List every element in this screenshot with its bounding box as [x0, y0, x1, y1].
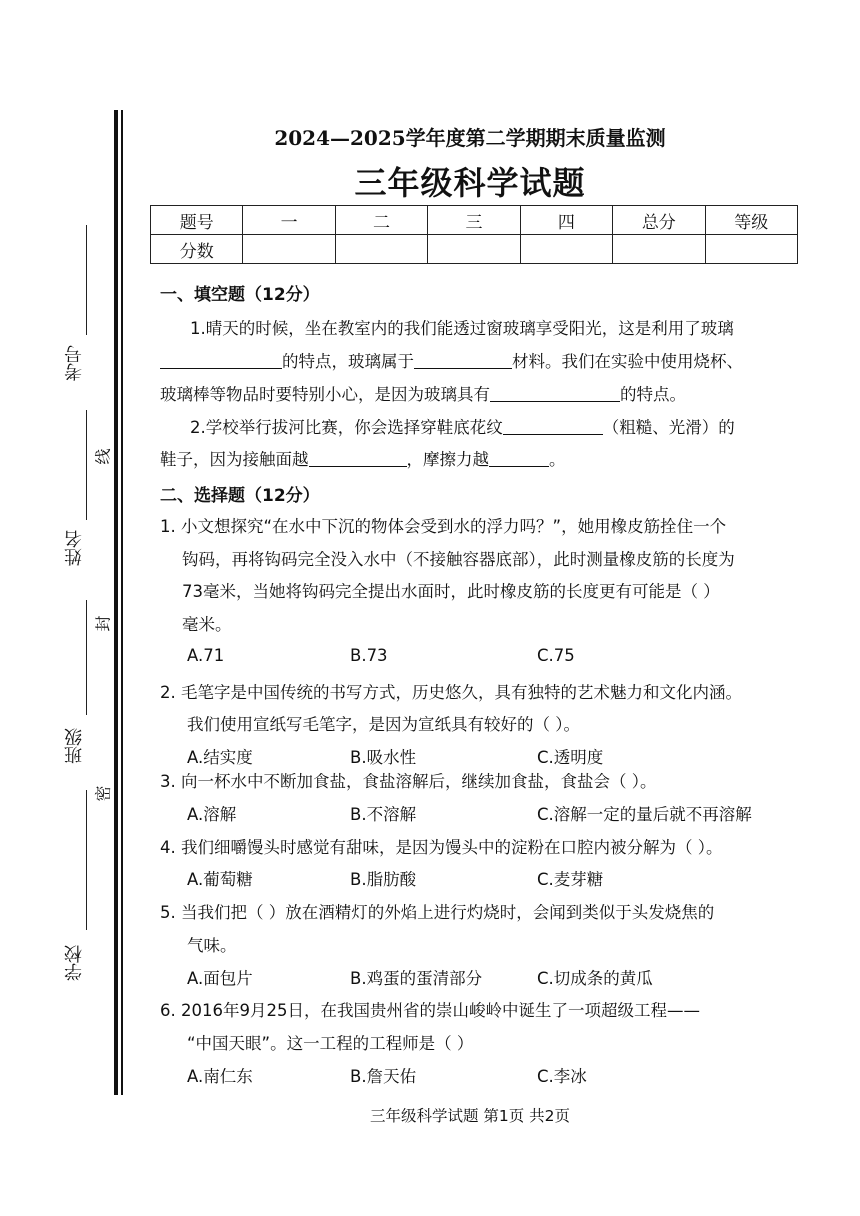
answer-blank[interactable] — [309, 450, 407, 467]
answer-blank[interactable] — [503, 418, 603, 435]
kaohao-line — [86, 225, 87, 335]
s2-q4-option-a[interactable]: A.葡萄糖 — [187, 870, 253, 889]
s2-q5-option-b[interactable]: B.鸡蛋的蛋清部分 — [350, 969, 483, 988]
s2-q1-line3: 73毫米，当她将钩码完全提出水面时，此时橡皮筋的长度更有可能是（ ） — [182, 582, 720, 601]
s1-q1-line2: 的特点，玻璃属于 材料。我们在实验中使用烧杯、 — [160, 348, 743, 372]
s2-q6-line1: 6. 2016年9月25日，在我国贵州省的崇山峻岭中诞生了一项超级工程—— — [160, 1001, 700, 1020]
binding-border-thin — [121, 110, 123, 1095]
score-input-cell[interactable] — [428, 235, 520, 264]
s2-q5-line2: 气味。 — [187, 936, 237, 955]
score-cell: 分数 — [151, 235, 243, 264]
score-input-cell[interactable] — [613, 235, 705, 264]
score-table — [150, 205, 798, 264]
answer-blank[interactable] — [160, 352, 282, 369]
score-input-cell[interactable] — [520, 235, 612, 264]
s2-q5-line1: 5. 当我们把（ ）放在酒精灯的外焰上进行灼烧时，会闻到类似于头发烧焦的 — [160, 903, 715, 922]
score-table-score-row — [151, 235, 798, 264]
s2-q1-line4: 毫米。 — [182, 615, 232, 634]
s2-q3-line1: 3. 向一杯水中不断加食盐，食盐溶解后，继续加食盐，食盐会（ ）。 — [160, 772, 657, 791]
score-cell: 二 — [335, 206, 427, 235]
score-input-cell[interactable] — [335, 235, 427, 264]
seal-mi: 密 — [93, 785, 113, 802]
score-table-header-row — [151, 206, 798, 235]
s2-q5-option-c[interactable]: C.切成条的黄瓜 — [537, 969, 653, 988]
s1-q2-line2: 鞋子，因为接触面越 ，摩擦力越 。 — [160, 450, 566, 469]
answer-blank[interactable] — [489, 450, 549, 467]
banji-line — [86, 600, 87, 715]
answer-blank[interactable] — [414, 352, 512, 369]
s1-q1-line3: 玻璃棒等物品时要特别小心，是因为玻璃具有 的特点。 — [160, 385, 686, 404]
score-input-cell[interactable] — [243, 235, 335, 264]
s2-q3-option-a[interactable]: A.溶解 — [187, 805, 237, 824]
s1-q2-line1: 2.学校举行拔河比赛，你会选择穿鞋底花纹 （粗糙、光滑）的 — [190, 418, 735, 437]
s2-q6-option-a[interactable]: A.南仁东 — [187, 1067, 253, 1086]
kaohao-label: 考号 — [64, 345, 85, 381]
s2-q1-line2: 钩码，再将钩码完全没入水中（不接触容器底部），此时测量橡皮筋的长度为 — [182, 550, 735, 569]
score-cell: 三 — [428, 206, 520, 235]
answer-blank[interactable] — [490, 385, 620, 402]
page-footer: 三年级科学试题 第1页 共2页 — [369, 1107, 571, 1125]
s2-q4-line1: 4. 我们细嚼馒头时感觉有甜味，是因为馒头中的淀粉在口腔内被分解为（ ）。 — [160, 838, 723, 857]
score-input-cell[interactable] — [705, 235, 797, 264]
s2-q3-option-c[interactable]: C.溶解一定的量后就不再溶解 — [537, 805, 752, 824]
s2-q5-option-a[interactable]: A.面包片 — [187, 969, 253, 988]
xingming-line — [86, 410, 87, 520]
score-cell: 等级 — [705, 206, 797, 235]
score-cell: 总分 — [613, 206, 705, 235]
s2-q6-line2: “中国天眼”。这一工程的工程师是（ ） — [187, 1034, 474, 1053]
s2-q2-line1: 2. 毛笔字是中国传统的书写方式，历史悠久，具有独特的艺术魅力和文化内涵。 — [160, 683, 742, 702]
s2-q6-option-b[interactable]: B.詹天佑 — [350, 1067, 417, 1086]
s2-q6-option-c[interactable]: C.李冰 — [537, 1067, 587, 1086]
seal-xian: 线 — [93, 448, 113, 465]
binding-border-thick — [114, 110, 118, 1095]
score-cell: 一 — [243, 206, 335, 235]
s2-q2-option-c[interactable]: C.透明度 — [537, 748, 604, 767]
s2-q1-line1: 1. 小文想探究“在水中下沉的物体会受到水的浮力吗？”，她用橡皮筋拴住一个 — [160, 517, 727, 536]
exam-main-title: 三年级科学试题 — [354, 164, 586, 202]
s2-q4-option-b[interactable]: B.脂肪酸 — [350, 870, 417, 889]
s2-q2-option-a[interactable]: A.结实度 — [187, 748, 253, 767]
xuexiao-label: 学校 — [64, 945, 85, 981]
section-1-title: 一、填空题（12分） — [160, 285, 320, 305]
s2-q2-line2: 我们使用宣纸写毛笔字，是因为宣纸具有较好的（ ）。 — [187, 715, 580, 734]
s2-q1-option-a[interactable]: A.71 — [187, 646, 225, 665]
section-2-title: 二、选择题（12分） — [160, 486, 320, 506]
exam-year-title: 2024—2025学年度第二学期期末质量监测 — [274, 126, 666, 150]
s2-q1-option-c[interactable]: C.75 — [537, 646, 575, 665]
score-cell: 题号 — [151, 206, 243, 235]
s1-q1-line1: 1.晴天的时候，坐在教室内的我们能透过窗玻璃享受阳光，这是利用了玻璃 — [190, 319, 734, 338]
banji-label: 班级 — [64, 728, 85, 764]
s2-q4-option-c[interactable]: C.麦芽糖 — [537, 870, 604, 889]
s2-q3-option-b[interactable]: B.不溶解 — [350, 805, 417, 824]
s2-q1-option-b[interactable]: B.73 — [350, 646, 388, 665]
score-cell: 四 — [520, 206, 612, 235]
seal-feng: 封 — [93, 615, 113, 632]
xingming-label: 姓名 — [64, 530, 85, 566]
xuexiao-line — [86, 790, 87, 930]
s2-q2-option-b[interactable]: B.吸水性 — [350, 748, 417, 767]
